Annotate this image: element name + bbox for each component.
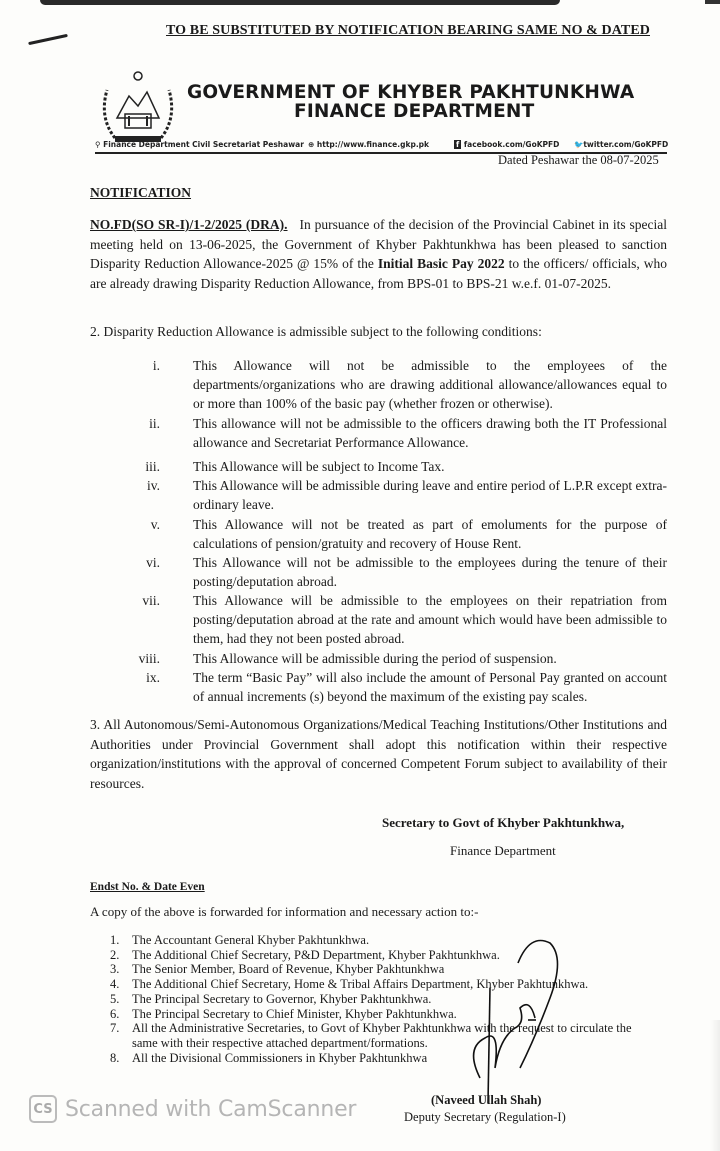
scan-edge-shadow [40,0,560,5]
endorsement-intro: A copy of the above is forwarded for information and necessary action to:- [90,904,479,919]
signatory-department: Finance Department [450,843,556,858]
distribution-item: 3. The Senior Member, Board of Revenue, Khyber Pakhtunkhwa [110,962,445,977]
paragraph-1: NO.FD(SO SR-I)/1-2/2025 (DRA). In pursuance of the decision of the Provincial Cabinet in its special meeting held on 13-06-2025, the Government of Khyber Pakhtunkhwa has been pleased to sanction Disparity Reduction Allowance-2025 @ 15% of the Initial Basic Pay 2022 to the officers/ officials, who are already drawing Disparity Reduction Allowance, from BPS-01 to BPS-21 w.e.f. 01-07-2025. [90,217,667,291]
facebook-icon: f [456,140,460,149]
scan-edge-shadow [710,1020,720,1151]
notification-heading: NOTIFICATION [90,185,192,200]
dated-line: Dated Peshawar the 08-07-2025 [498,153,659,167]
globe-icon: ⊕ [308,140,317,149]
distribution-item: 5. The Principal Secretary to Governor, Khyber Pakhtunkhwa. [110,991,432,1006]
website-contact[interactable]: ⊕ http://www.finance.gkp.pk [308,140,430,149]
endorsement-heading: Endst No. & Date Even [90,881,205,893]
distribution-item: same with their respective attached department/formations. [132,1035,428,1050]
distribution-item: 1. The Accountant General Khyber Pakhtunkhwa. [110,933,370,947]
distribution-item: 8. All the Divisional Commissioners in Khyber Pakhtunkhwa [110,1050,428,1065]
scan-edge-shadow [705,0,720,4]
watermark-text: Scanned with CamScanner [65,1096,357,1122]
kp-emblem-icon [95,68,181,148]
officer-name: (Naveed Ullah Shah) [431,1093,542,1107]
distribution-item: 2. The Additional Chief Secretary, P&D Department, Khyber Pakhtunkhwa. [110,947,500,962]
org-department: FINANCE DEPARTMENT [294,101,535,122]
paragraph-2: 2. Disparity Reduction Allowance is admissible subject to the following conditions: [90,324,542,339]
camscanner-logo-icon: CS [29,1095,57,1123]
handwritten-signature [440,928,570,1103]
location-pin-icon: ⚲ [95,140,104,149]
paragraph-3: 3. All Autonomous/Semi-Autonomous Organizations/Medical Teaching Institutions/Other Institutions and Authorities under Provincial Government shall adopt this notification within their respective organization/institutions with the approval of concerned Competent Forum subject to availability of their resources. [90,717,667,791]
camscanner-watermark [29,1095,356,1123]
reference-number: NO.FD(SO SR-I)/1-2/2025 (DRA). [90,217,288,232]
twitter-icon: 🐦 [574,140,584,149]
pen-mark [28,34,68,45]
signatory-title: Secretary to Govt of Khyber Pakhtunkhwa, [382,815,625,830]
distribution-item: 6. The Principal Secretary to Chief Minister, Khyber Pakhtunkhwa. [110,1006,457,1021]
substitution-note: TO BE SUBSTITUTED BY NOTIFICATION BEARING SAME NO & DATED [166,23,650,38]
distribution-item: 4. The Additional Chief Secretary, Home & Tribal Affairs Department, Khyber Pakhtunkhwa. [110,977,589,992]
twitter-contact[interactable]: 🐦twitter.com/GoKPFD [574,140,669,149]
distribution-item: 7. All the Administrative Secretaries, to Govt of Khyber Pakhtunkhwa with the request to circulate the [110,1021,632,1036]
officer-designation: Deputy Secretary (Regulation-I) [404,1110,566,1124]
org-title: GOVERNMENT OF KHYBER PAKHTUNKHWA [187,82,635,103]
address-contact: ⚲ Finance Department Civil Secretariat Peshawar [95,140,304,149]
facebook-contact[interactable]: f facebook.com/GoKPFD [456,140,560,149]
